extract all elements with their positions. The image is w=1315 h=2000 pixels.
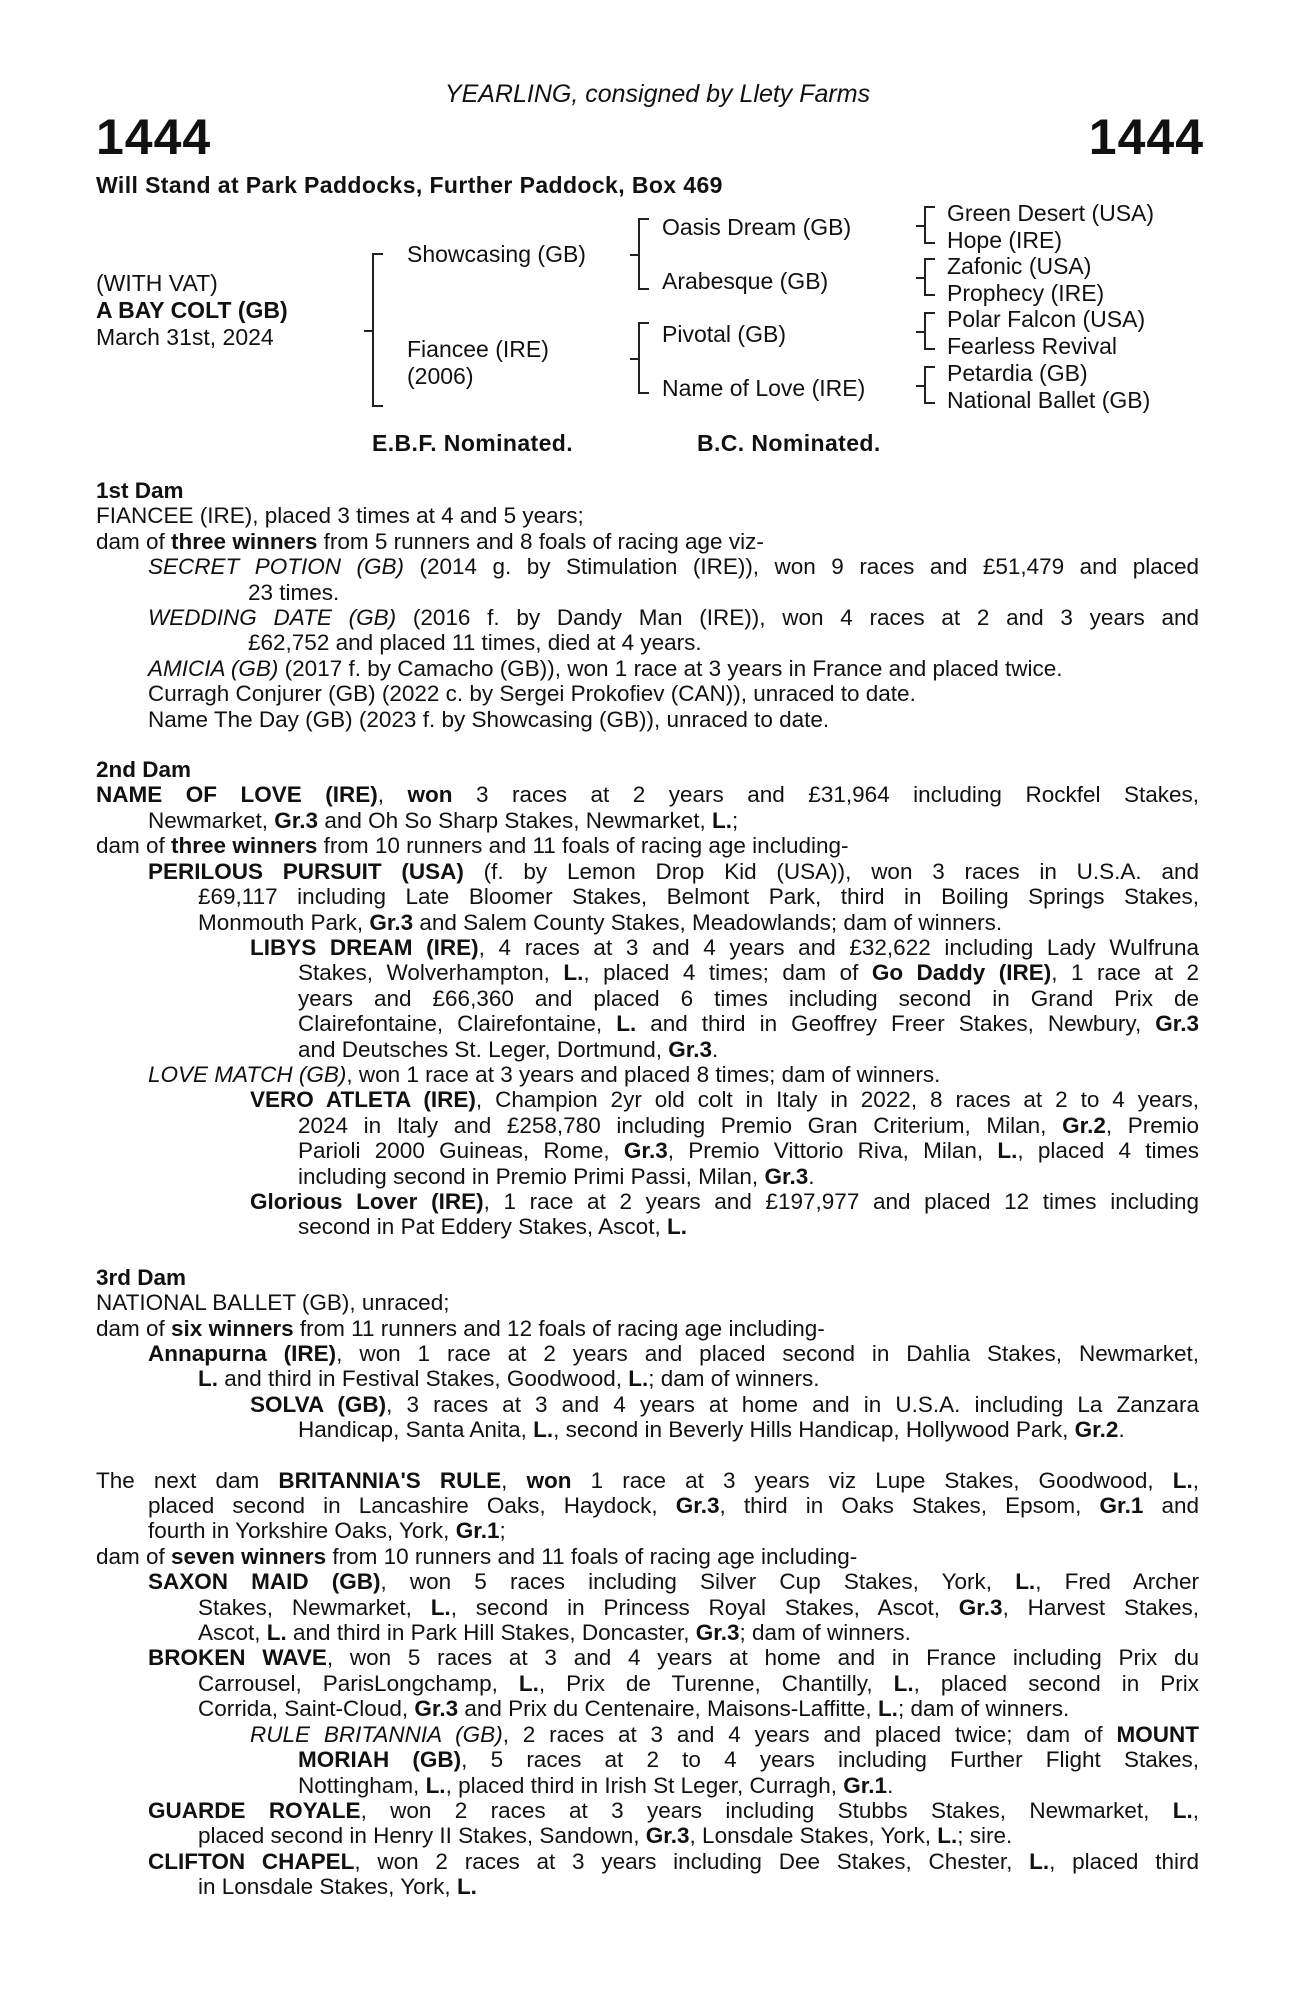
record-line — [96, 1773, 1199, 1798]
text-run: from 11 runners and 12 foals of racing age including- — [293, 1315, 825, 1341]
bold-text: GUARDE ROYALE — [148, 1797, 361, 1823]
text-run: , Lonsdale Stakes, York, — [689, 1823, 938, 1849]
text-run: (2014 g. by Stimulation (IRE)), won 9 races and £51,479 and placed — [404, 554, 1200, 580]
bold-text: Go Daddy (IRE) — [871, 960, 1052, 986]
bold-text: L. — [1172, 1467, 1193, 1493]
text-run: , placed 4 times — [1017, 1138, 1199, 1164]
text-run: , won 1 race at 3 years and placed 8 times; dam of winners. — [346, 1061, 941, 1087]
bold-text: Gr.1 — [455, 1518, 500, 1544]
record-line — [96, 935, 1199, 960]
text-run: , Prix de Turenne, Chantilly, — [538, 1670, 894, 1696]
text-run: and third in Geoffrey Freer Stakes, Newbury, — [636, 1011, 1156, 1037]
text-run: Monmouth Park, — [198, 909, 370, 935]
text-run: , third in Oaks Stakes, Epsom, — [719, 1493, 1100, 1519]
text-run: years and £66,360 and placed 6 times including second in Grand Prix de — [298, 985, 1199, 1011]
record-line — [96, 1747, 1199, 1772]
pedigree-g3-2: Hope (IRE) — [947, 227, 1063, 253]
bold-text: Glorious Lover (IRE) — [250, 1188, 484, 1214]
text-run: £69,117 including Late Bloomer Stakes, Belmont Park, third in Boiling Springs Stakes, — [198, 884, 1199, 910]
bold-text: VERO ATLETA (IRE) — [250, 1087, 476, 1113]
text-run: and Salem County Stakes, Meadowlands; dam of winners. — [413, 909, 1003, 935]
text-run: The next dam — [96, 1467, 279, 1493]
bold-text: Gr.3 — [958, 1594, 1003, 1620]
record-line — [96, 1189, 1199, 1214]
record-line — [96, 1011, 1199, 1036]
bold-text: L. — [712, 807, 732, 833]
bold-text: Gr.2 — [1062, 1112, 1106, 1138]
pedigree-g3-3: Zafonic (USA) — [947, 253, 1092, 279]
horse-name: A BAY COLT (GB) — [96, 297, 288, 323]
bold-text: L. — [997, 1138, 1018, 1164]
record-line — [96, 1392, 1199, 1417]
bold-text: won — [407, 782, 453, 808]
text-run: dam of — [96, 1543, 172, 1569]
bold-text: seven winners — [171, 1543, 327, 1569]
record-line — [96, 554, 1199, 579]
text-run: and — [1143, 1493, 1199, 1519]
text-run: (2016 f. by Dandy Man (IRE)), won 4 races at 2 and 3 years and — [396, 605, 1200, 631]
pedigree-g3-5: Polar Falcon (USA) — [947, 306, 1146, 332]
pedigree-g3-8: National Ballet (GB) — [947, 387, 1151, 413]
text-run: fourth in Yorkshire Oaks, York, — [148, 1518, 456, 1544]
section-title: 1st Dam — [96, 478, 184, 503]
text-run: , 1 race at 2 — [1051, 960, 1199, 986]
bold-text: L. — [425, 1772, 446, 1798]
pedigree-brace-g3d — [924, 366, 935, 404]
record-line — [96, 1468, 1199, 1493]
section-title: 3rd Dam — [96, 1264, 187, 1290]
record-line — [96, 1518, 1199, 1543]
text-run: Curragh Conjurer (GB) (2022 c. by Sergei Prokofiev (CAN)), unraced to date. — [148, 681, 916, 707]
text-run: 23 times. — [248, 579, 340, 605]
text-run: , placed second in Prix — [913, 1670, 1200, 1696]
consignment-line: YEARLING, consigned by Llety Farms — [444, 80, 871, 108]
record-line — [96, 681, 1199, 706]
bold-text: Gr.3 — [623, 1138, 668, 1164]
text-run: , second in Princess Royal Stakes, Ascot, — [450, 1594, 959, 1620]
pedigree-g3-7: Petardia (GB) — [947, 360, 1088, 386]
text-run: , won 2 races at 3 years including Dee Stakes, Chester, — [354, 1848, 1030, 1874]
bold-text: CLIFTON CHAPEL — [148, 1848, 355, 1874]
text-run: ; — [499, 1518, 506, 1544]
bold-text: L. — [198, 1366, 218, 1392]
bold-text: SOLVA (GB) — [250, 1391, 387, 1417]
text-run: Stakes, Newmarket, — [198, 1594, 431, 1620]
record-line — [96, 1798, 1199, 1823]
text-run: , — [1192, 1797, 1200, 1823]
text-run: , Champion 2yr old colt in Italy in 2022, 8 races at 2 to 4 years, — [475, 1087, 1199, 1113]
record-line — [96, 1164, 1199, 1189]
record-line — [96, 1874, 1199, 1899]
text-run: ; — [732, 807, 739, 833]
text-run: placed second in Lancashire Oaks, Haydock, — [148, 1493, 676, 1519]
pedigree-brace-g3b — [924, 258, 935, 296]
record-line — [96, 910, 1199, 935]
text-run: Parioli 2000 Guineas, Rome, — [298, 1138, 624, 1164]
text-run: , 3 races at 3 and 4 years at home and in U.S.A. including La Zanzara — [386, 1391, 1199, 1417]
bold-text: L. — [430, 1594, 451, 1620]
record-line — [96, 1290, 1199, 1315]
bold-text: SAXON MAID (GB) — [148, 1569, 381, 1595]
record-line — [96, 1722, 1199, 1747]
pedigree-brace-g3c — [924, 312, 935, 350]
text-run: NATIONAL BALLET (GB), unraced; — [96, 1290, 450, 1316]
text-run: Newmarket, — [148, 807, 275, 833]
record-line — [96, 656, 1199, 681]
record-line — [96, 1696, 1199, 1721]
bold-text: L. — [1172, 1797, 1193, 1823]
text-run: ; dam of winners. — [648, 1366, 820, 1392]
record-line — [96, 605, 1199, 630]
record-line — [96, 833, 1199, 858]
record-line — [96, 1316, 1199, 1341]
bold-text: Gr.3 — [369, 909, 414, 935]
text-run: Handicap, Santa Anita, — [298, 1417, 534, 1443]
bold-text: Gr.3 — [695, 1620, 740, 1646]
record-line — [96, 1569, 1199, 1594]
bold-text: Gr.3 — [1155, 1011, 1199, 1037]
record-line — [96, 808, 1199, 833]
record-line — [96, 1417, 1199, 1442]
bold-text: PERILOUS PURSUIT (USA) — [148, 858, 464, 884]
bold-text: won — [526, 1467, 572, 1493]
record-line — [96, 503, 1199, 528]
text-run: , won 5 races at 3 and 4 years at home and in France including Prix du — [326, 1645, 1199, 1671]
pedigree-brace-dam — [638, 322, 649, 394]
italic-text: LOVE MATCH (GB) — [148, 1061, 347, 1087]
stand-location: Will Stand at Park Paddocks, Further Paddock, Box 469 — [96, 172, 723, 198]
record-line — [96, 1493, 1199, 1518]
pedigree-dam: Fiancee (IRE) — [407, 336, 549, 362]
text-run: , 2 races at 3 and 4 years and placed twice; dam of — [502, 1721, 1117, 1747]
lot-number-right: 1444 — [1088, 109, 1204, 165]
text-run: , placed third — [1049, 1848, 1199, 1874]
text-run: . — [887, 1772, 894, 1798]
record-line — [96, 1620, 1199, 1645]
text-run: (f. by Lemon Drop Kid (USA)), won 3 races in U.S.A. and — [463, 858, 1200, 884]
bold-text: Gr.3 — [414, 1696, 459, 1722]
foaling-date: March 31st, 2024 — [96, 324, 274, 350]
text-run: . — [1118, 1417, 1125, 1443]
bold-text: Gr.3 — [274, 807, 319, 833]
record-line — [96, 707, 1199, 732]
record-line — [96, 884, 1199, 909]
bold-text: Gr.3 — [675, 1493, 720, 1519]
pedigree-g3-1: Green Desert (USA) — [947, 200, 1155, 226]
italic-text: WEDDING DATE (GB) — [148, 605, 397, 631]
record-line — [96, 986, 1199, 1011]
record-line — [96, 1595, 1199, 1620]
bold-text: L. — [456, 1874, 477, 1900]
bc-nomination: B.C. Nominated. — [697, 430, 881, 456]
pedigree-sire-dam: Arabesque (GB) — [662, 268, 829, 294]
text-run: Stakes, Wolverhampton, — [298, 960, 564, 986]
text-run: ; dam of winners. — [739, 1620, 911, 1646]
bold-text: Gr.3 — [764, 1163, 809, 1189]
bold-text: LIBYS DREAM (IRE) — [250, 934, 479, 960]
text-run: dam of — [96, 528, 172, 554]
record-line — [96, 960, 1199, 985]
pedigree-brace-g3a — [924, 206, 935, 244]
text-run: , won 1 race at 2 years and placed second in Dahlia Stakes, Newmarket, — [336, 1341, 1199, 1366]
text-run: from 5 runners and 8 foals of racing age viz- — [317, 528, 764, 554]
text-run: second in Pat Eddery Stakes, Ascot, — [298, 1214, 667, 1240]
text-run: , placed 4 times; dam of — [583, 960, 872, 986]
text-run: ; dam of winners. — [897, 1696, 1070, 1722]
text-run: Ascot, — [198, 1620, 267, 1646]
record-line — [96, 1341, 1199, 1366]
text-run: Corrida, Saint-Cloud, — [198, 1696, 415, 1722]
bold-text: Gr.3 — [645, 1823, 690, 1849]
record-line — [96, 580, 1199, 605]
lot-number-left: 1444 — [96, 109, 212, 165]
italic-text: AMICIA (GB) — [148, 655, 279, 681]
text-run: , — [377, 782, 408, 808]
pedigree-dam-dam: Name of Love (IRE) — [662, 375, 866, 401]
record-line — [96, 630, 1199, 655]
italic-text: SECRET POTION (GB) — [148, 554, 404, 580]
record-line — [96, 782, 1199, 807]
text-run: dam of — [96, 833, 172, 859]
pedigree-brace-sire — [638, 218, 649, 290]
bold-text: three winners — [171, 528, 318, 554]
text-run: , Harvest Stakes, — [1002, 1594, 1199, 1620]
record-line — [96, 1645, 1199, 1670]
bold-text: L. — [666, 1214, 687, 1240]
bold-text: L. — [893, 1670, 914, 1696]
vat-note: (WITH VAT) — [96, 270, 218, 296]
bold-text: Annapurna (IRE) — [148, 1341, 337, 1366]
record-line — [96, 1087, 1199, 1112]
text-run: , won 5 races including Silver Cup Stakes, York, — [380, 1569, 1016, 1595]
text-run: from 10 runners and 11 foals of racing age including- — [317, 833, 849, 859]
bold-text: L. — [266, 1620, 287, 1646]
text-run: including second in Premio Primi Passi, Milan, — [298, 1163, 765, 1189]
text-run: (2017 f. by Camacho (GB)), won 1 race at 3 years in France and placed twice. — [278, 655, 1063, 681]
section-spacer — [96, 1443, 1199, 1468]
bold-text: Gr.2 — [1074, 1417, 1119, 1443]
pedigree-dam-year: (2006) — [407, 363, 474, 389]
text-run: Clairefontaine, Clairefontaine, — [298, 1011, 617, 1037]
text-run: Nottingham, — [298, 1772, 426, 1798]
text-run: . — [808, 1163, 815, 1189]
record-line — [96, 859, 1199, 884]
bold-text: BROKEN WAVE — [148, 1645, 327, 1671]
bold-text: L. — [1015, 1569, 1036, 1595]
bold-text: BRITANNIA'S RULE — [278, 1467, 502, 1493]
text-run: , second in Beverly Hills Handicap, Hollywood Park, — [553, 1417, 1075, 1443]
record-line — [96, 1671, 1199, 1696]
text-run: , 5 races at 2 to 4 years including Further Flight Stakes, — [461, 1747, 1199, 1773]
record-line — [96, 1062, 1199, 1087]
record-line — [96, 1366, 1199, 1391]
text-run: and third in Festival Stakes, Goodwood, — [218, 1366, 629, 1392]
text-run: from 10 runners and 11 foals of racing age including- — [326, 1543, 858, 1569]
text-run: ; sire. — [957, 1823, 1013, 1849]
text-run: , 4 races at 3 and 4 years and £32,622 including Lady Wulfruna — [478, 934, 1199, 960]
record-line — [96, 1823, 1199, 1848]
text-run: , won 2 races at 3 years including Stubbs Stakes, Newmarket, — [360, 1797, 1173, 1823]
bold-text: MOUNT — [1116, 1721, 1199, 1747]
pedigree-g3-4: Prophecy (IRE) — [947, 280, 1105, 306]
bold-text: Gr.1 — [843, 1772, 888, 1798]
text-run: , — [501, 1467, 527, 1493]
bold-text: MORIAH (GB) — [298, 1747, 462, 1773]
text-run: in Lonsdale Stakes, York, — [198, 1874, 457, 1900]
text-run: , 1 race at 2 years and £197,977 and placed 12 times including — [483, 1188, 1200, 1214]
text-run: , placed third in Irish St Leger, Curragh, — [445, 1772, 844, 1798]
text-run: , Fred Archer — [1035, 1569, 1199, 1595]
text-run: 2024 in Italy and £258,780 including Premio Gran Criterium, Milan, — [298, 1112, 1063, 1138]
bold-text: three winners — [171, 833, 318, 859]
bold-text: L. — [616, 1011, 637, 1037]
bold-text: L. — [563, 960, 584, 986]
text-run: Name The Day (GB) (2023 f. by Showcasing (GB)), unraced to date. — [148, 706, 830, 732]
text-run: Carrousel, ParisLongchamp, — [198, 1670, 519, 1696]
pedigree-dam-sire: Pivotal (GB) — [662, 321, 786, 347]
text-run: , Premio Vittorio Riva, Milan, — [667, 1138, 998, 1164]
pedigree-sire: Showcasing (GB) — [407, 241, 586, 267]
catalogue-body — [96, 478, 1199, 1900]
record-line — [96, 1544, 1199, 1569]
bold-text: L. — [937, 1823, 958, 1849]
section-title: 2nd Dam — [96, 757, 192, 783]
ebf-nomination: E.B.F. Nominated. — [372, 430, 574, 456]
text-run: and Oh So Sharp Stakes, Newmarket, — [318, 807, 712, 833]
bold-text: L. — [1029, 1848, 1050, 1874]
pedigree-g3-6: Fearless Revival — [947, 333, 1117, 359]
text-run: , — [1192, 1467, 1200, 1493]
pedigree-sire-sire: Oasis Dream (GB) — [662, 214, 852, 240]
text-run: and Prix du Centenaire, Maisons-Laffitte, — [458, 1696, 878, 1722]
text-run: and Deutsches St. Leger, Dortmund, — [298, 1036, 669, 1062]
text-run: FIANCEE (IRE), placed 3 times at 4 and 5 years; — [96, 503, 584, 529]
text-run: £62,752 and placed 11 times, died at 4 years. — [248, 630, 702, 656]
record-line — [96, 1113, 1199, 1138]
bold-text: Gr.3 — [668, 1036, 712, 1062]
bold-text: NAME OF LOVE (IRE) — [96, 782, 378, 808]
text-run: , Premio — [1105, 1112, 1199, 1138]
record-line — [96, 1037, 1199, 1062]
text-run: dam of — [96, 1315, 172, 1341]
record-line — [96, 1849, 1199, 1874]
record-line — [96, 1214, 1199, 1239]
bold-text: six winners — [171, 1315, 294, 1341]
bold-text: L. — [628, 1366, 649, 1392]
bold-text: L. — [877, 1696, 898, 1722]
bold-text: L. — [533, 1417, 554, 1443]
bold-text: L. — [518, 1670, 539, 1696]
record-line — [96, 529, 1199, 554]
text-run: 1 race at 3 years viz Lupe Stakes, Goodwood, — [571, 1467, 1173, 1493]
pedigree-brace-gen1 — [372, 253, 383, 407]
text-run: 3 races at 2 years and £31,964 including Rockfel Stakes, — [452, 782, 1199, 808]
text-run: and third in Park Hill Stakes, Doncaster, — [286, 1620, 696, 1646]
text-run: placed second in Henry II Stakes, Sandown, — [198, 1823, 646, 1849]
text-run: . — [712, 1036, 719, 1062]
italic-text: RULE BRITANNIA (GB) — [250, 1721, 503, 1747]
record-line — [96, 1138, 1199, 1163]
bold-text: Gr.1 — [1099, 1493, 1144, 1519]
